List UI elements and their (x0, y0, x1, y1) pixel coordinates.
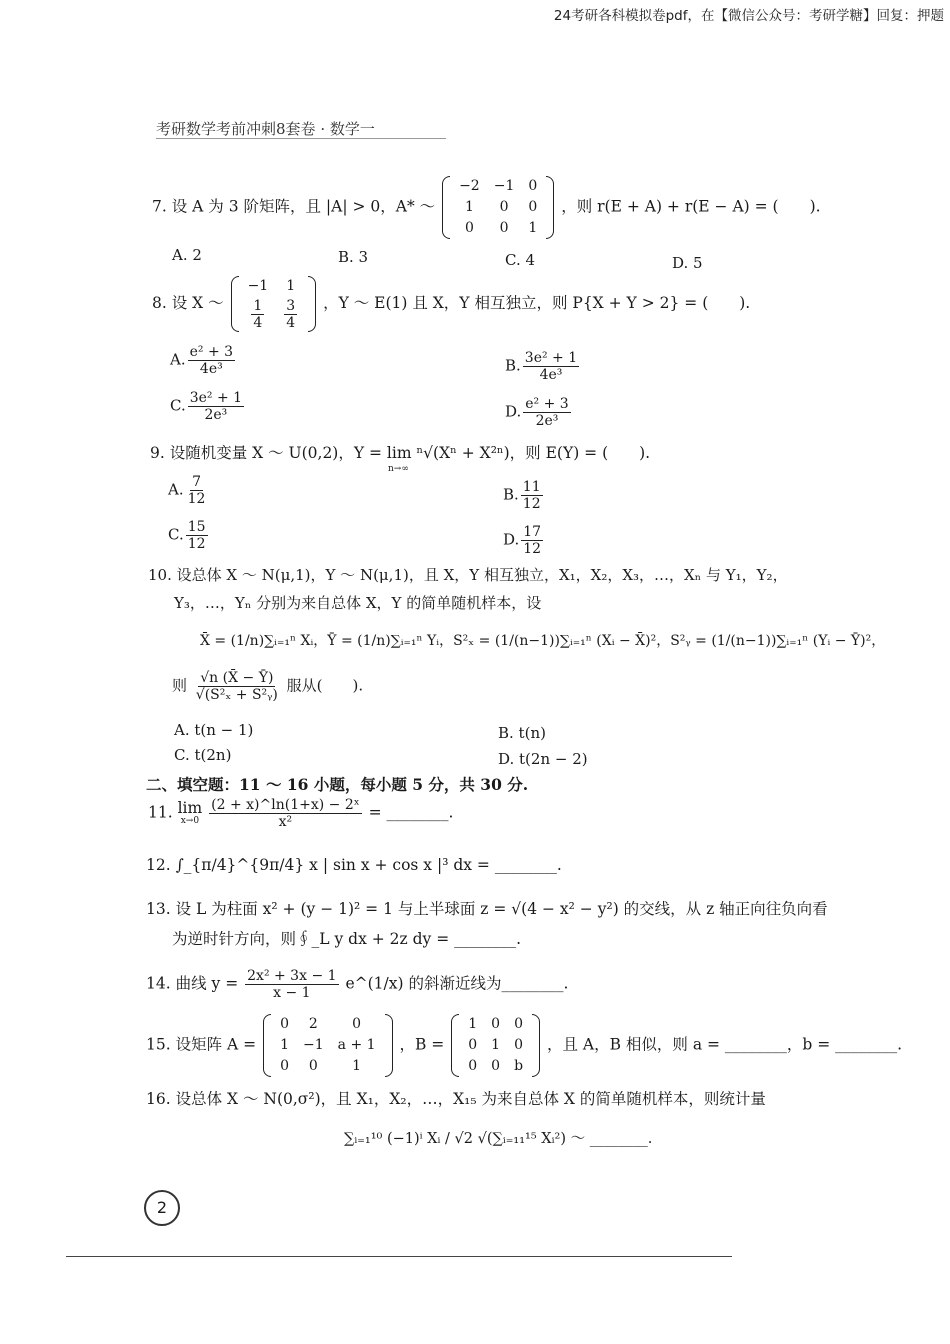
q7-text-a: 设 A 为 3 阶矩阵，且 |A| > 0，A* ～ (171, 197, 436, 216)
q8-distribution (231, 276, 317, 332)
q10-number: 10. (148, 566, 172, 584)
q15-matrix-b-cell: 0 (514, 1016, 523, 1032)
q7-matrix-cell: −2 (459, 178, 480, 194)
q15-matrix-a-cell: a + 1 (337, 1036, 376, 1053)
q7-matrix-cell: 1 (464, 198, 474, 215)
q7-text-b: ，则 r(E + A) + r(E − A) = ( ). (561, 197, 821, 216)
q15-matrix-a-cell: 2 (308, 1016, 318, 1032)
q9-option-c: C. $\frac{15}{12}$ (168, 519, 206, 553)
q10-option-c: C. t(2n) (174, 746, 232, 764)
q15-matrix-b-cell: b (514, 1057, 524, 1074)
question-7 (152, 176, 821, 239)
q8-dist-p2: $\frac{3}{4}$ (286, 297, 296, 331)
q8-text-b: ，Y ～ E(1) 且 X，Y 相互独立，则 P{X + Y > 2} = ( ). (323, 294, 751, 313)
q13-line-2: 为逆时针方向，则∮_L y dx + 2z dy = ________. (172, 930, 522, 948)
question-14: 14. 曲线 y = $\frac{\text{2x² + 3x − 1}}{x - 1}$ e^(1/x) 的斜渐近线为________. (146, 968, 569, 1002)
q15-matrix-b-cell: 1 (468, 1016, 478, 1032)
question-13: 13. 设 L 为柱面 x² + (y − 1)² = 1 与上半球面 z = √(4 − x² − y²) 的交线，从 z 轴正向往负向看 (146, 900, 828, 918)
q7-matrix-cell: 0 (499, 198, 509, 215)
q8-option-c: C. $\frac{\text{3e² + 1}}{\text{2e³}}$ (170, 390, 243, 424)
question-10 (148, 568, 788, 583)
q7-matrix-cell: 0 (528, 198, 538, 215)
q8-option-d: D. $\frac{\text{e² + 3}}{\text{2e³}}$ (505, 396, 569, 430)
question-16: 16. 设总体 X ～ N(0,σ²)，且 X₁，X₂，…，X₁₅ 为来自总体 X 的简单随机样本，则统计量 (146, 1090, 766, 1108)
q10-formula: X̄ = (1/n)∑ᵢ₌₁ⁿ Xᵢ，Ȳ = (1/n)∑ᵢ₌₁ⁿ Yᵢ，S²ₓ = (1/(n−1))∑ᵢ₌₁ⁿ (Xᵢ − X̄)²，S²ᵧ = (1/(n−1))∑ᵢ₌₁ⁿ (Yᵢ − Ȳ)²， (200, 633, 886, 649)
q7-option-c: C. 4 (505, 251, 536, 269)
q15-matrix-a (263, 1014, 392, 1077)
q15-matrix-a-cell: 0 (280, 1016, 289, 1032)
question-11: 11. lim x→0 $\frac{\text{(2 + x)\textasciicircum{}ln(1+x) − 2ˣ}}{\text{x²}}$ = ________. (148, 797, 454, 831)
q7-matrix-cell: 1 (528, 219, 538, 236)
q15-matrix-b-cell: 0 (491, 1057, 501, 1074)
q9-option-b: B. $\frac{11}{12}$ (503, 479, 541, 513)
q15-matrix-b-cell: 0 (468, 1036, 478, 1053)
q15-matrix-b-cell: 0 (514, 1036, 523, 1053)
watermark-text: 24考研各科模拟卷pdf，在【微信公众号：考研学糖】回复：押题 (553, 8, 944, 24)
q9-option-a: A. $\frac{7}{12}$ (168, 474, 206, 508)
q8-text-a: 设 X ～ (171, 294, 224, 313)
q7-number: 7. (152, 197, 167, 216)
q10-line-2: Y₃，…，Yₙ 分别为来自总体 X，Y 的简单随机样本，设 (174, 594, 542, 612)
q8-option-a: A. $\frac{\text{e² + 3}}{\text{4e³}}$ (170, 344, 234, 378)
page-number-badge: 2 (144, 1190, 180, 1226)
q15-matrix-a-cell: 0 (352, 1016, 362, 1032)
q8-option-b: B. $\frac{\text{3e² + 1}}{\text{4e³}}$ (505, 350, 578, 384)
q7-matrix-cell: 0 (464, 219, 474, 236)
q8-dist-top-2: 1 (286, 278, 296, 294)
q10-option-d: D. t(2n − 2) (498, 750, 588, 768)
q10-option-a: A. t(n − 1) (174, 721, 254, 739)
page-header: 考研数学考前冲刺8套卷 · 数学一 (156, 120, 375, 138)
q7-matrix-cell: 0 (528, 178, 538, 194)
q8-number: 8. (152, 294, 167, 313)
q10-line-3: 则 $\frac{√n (X̄ - Ȳ)}{\text{√(S²ₓ + S²ᵧ)}}$ 服从( ). (172, 670, 364, 704)
q15-matrix-b-cell: 1 (491, 1036, 501, 1053)
q8-dist-p1: $\frac{1}{4}$ (253, 297, 263, 331)
q9-text: 设随机变量 X ～ U(0,2)，Y = lim ⁿ√(Xⁿ + X²ⁿ)，则 E(Y) = ( ). (169, 444, 651, 462)
question-15: 15. 设矩阵 A = 0 2 0 1 −1 a + 1 0 0 1 ，B = 1 0 0 0 1 0 0 0 b ，且 A，B 相似，则 a = ________，b = ________. (146, 1014, 902, 1077)
header-divider (156, 138, 446, 139)
q15-matrix-a-cell: −1 (303, 1036, 324, 1053)
q15-matrix-b-cell: 0 (491, 1016, 501, 1032)
section-2-heading: 二、填空题：11 ～ 16 小题，每小题 5 分，共 30 分. (146, 775, 529, 794)
q15-matrix-b (451, 1014, 540, 1077)
q15-matrix-b-cell: 0 (468, 1057, 478, 1074)
q15-matrix-a-cell: 1 (352, 1057, 362, 1074)
q7-matrix (442, 176, 554, 239)
q9-number: 9. (150, 444, 165, 462)
q10-line-1: 设总体 X ～ N(μ,1)，Y ～ N(μ,1)，且 X，Y 相互独立，X₁，X₂，X₃，…，Xₙ 与 Y₁，Y₂， (176, 566, 788, 584)
q15-matrix-a-cell: 0 (308, 1057, 318, 1074)
q15-matrix-a-cell: 1 (280, 1036, 289, 1053)
q15-matrix-a-cell: 0 (280, 1057, 289, 1074)
q7-option-d: D. 5 (672, 254, 703, 272)
q7-matrix-cell: −1 (493, 178, 515, 194)
q9-lim-subscript: n→∞ (388, 464, 409, 474)
question-8 (152, 276, 750, 332)
q7-option-b: B. 3 (338, 248, 369, 266)
q8-dist-top-1: −1 (247, 278, 269, 294)
q16-formula: ∑ᵢ₌₁¹⁰ (−1)ⁱ Xᵢ / √2 √(∑ᵢ₌₁₁¹⁵ Xᵢ²) ～ ________. (344, 1131, 653, 1147)
q9-option-d: D. $\frac{17}{12}$ (503, 524, 542, 558)
question-12: 12. ∫_{π/4}^{9π/4} x | sin x + cos x |³ dx = ________. (146, 856, 562, 874)
q7-option-a: A. 2 (172, 246, 202, 264)
q10-option-b: B. t(n) (498, 724, 546, 742)
bottom-divider (66, 1256, 732, 1257)
question-9 (150, 446, 650, 462)
q7-matrix-cell: 0 (499, 219, 509, 236)
